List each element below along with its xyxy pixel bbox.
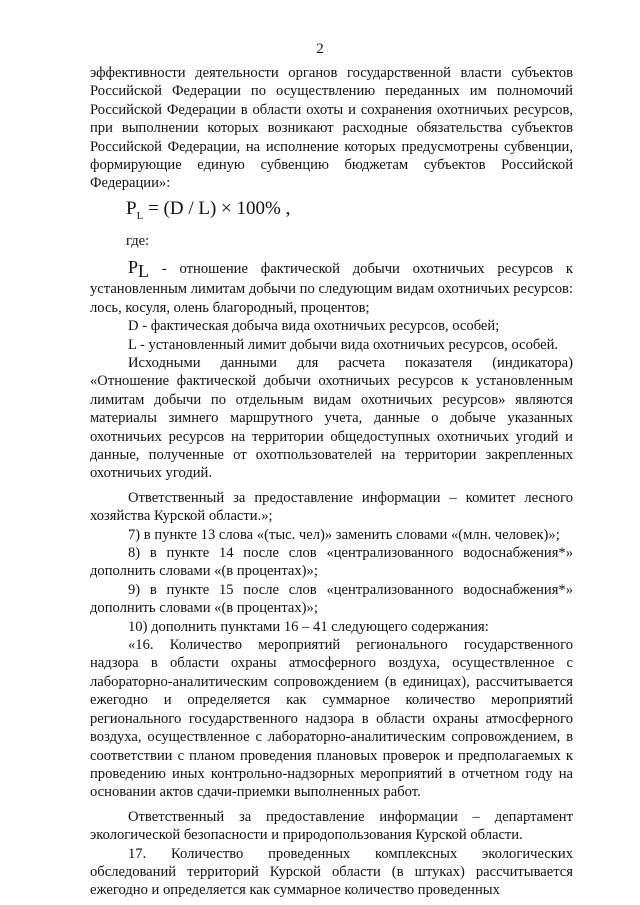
item-9: 9) в пункте 15 после слов «централизованного водоснабжения*» дополнить словами «(в процентах)»;: [90, 581, 573, 617]
paragraph-intro: эффективности деятельности органов государственной власти субъектов Российской Федерации по осуществлению переданных им полномочий Российской Федерации в области охоты и сохранения охотничьих ресурсов, при выполнении которых возникают расходные обязательства субъектов Российской Федерации, на исполнение которых предусмотрены субвенции, формирующие единую субвенцию бюджетам субъектов Российской Федерации»:: [90, 65, 573, 192]
formula-p-subscript: L: [136, 209, 144, 222]
paragraph-responsible-forestry: Ответственный за предоставление информации – комитет лесного хозяйства Курской области.»;: [90, 489, 573, 525]
item-16: «16. Количество мероприятий регионального государственного надзора в области охраны атмосферного воздуха, осуществленное с лабораторно-аналитическим сопровождением (в единицах), рассчитывается ежегодно и определяется как суммарное количество мероприятий регионального государственного надзора в области охраны атмосферного воздуха, осуществленное с лабораторно-аналитическим сопровождением, в соответствии с планом проведения плановых проверок и предполагаемых к проведению иных контрольно-надзорных мероприятий в отчетном году на основании актов сдачи-приемки выполненных работ.: [90, 637, 573, 801]
formula-expression: = (D / L) × 100% ,: [143, 197, 291, 219]
definition-d: D - фактическая добыча вида охотничьих ресурсов, особей;: [128, 318, 500, 335]
paragraph-sources: Исходными данными для расчета показателя (индикатора) «Отношение фактической добычи охотничьих ресурсов к установленным лимитам добычи по отдельным видам охотничьих ресурсов» являются материалы зимнего маршрутного учета, данные о добыче указанных охотничьих ресурсов на территории общедоступных охотничьих угодий и данные, полученные от охотпользователей на территории закрепленных охотничьих угодий.: [90, 354, 573, 482]
definition-pl: [90, 258, 573, 317]
item-10: 10) дополнить пунктами 16 – 41 следующего содержания:: [128, 618, 489, 635]
definition-l: L - установленный лимит добычи вида охотничьих ресурсов, особей.: [128, 336, 559, 353]
definition-pl-letter: P: [128, 257, 139, 278]
document-body: [90, 64, 573, 900]
definition-pl-subscript: L: [138, 260, 150, 281]
where-label: где:: [126, 232, 150, 249]
paragraph-responsible-ecology: Ответственный за предоставление информации – департамент экологической безопасности и природопользования Курской области.: [90, 808, 573, 844]
page-number: 2: [316, 41, 324, 57]
item-17: 17. Количество проведенных комплексных экологических обследований территорий Курской области (в штуках) рассчитывается ежегодно и определяется как суммарное количество проведенных: [90, 845, 573, 899]
item-8: 8) в пункте 14 после слов «централизованного водоснабжения*» дополнить словами «(в процентах)»;: [90, 545, 573, 580]
formula-p: P: [126, 197, 137, 219]
item-7: 7) в пункте 13 слова «(тыс. чел)» заменить словами «(млн. человек)»;: [128, 526, 560, 543]
definition-pl-text: - отношение фактической добычи охотничьих ресурсов к установленным лимитам добычи по следующим видам охотничьих ресурсов: лось, косуля, олень благородный, процентов;: [90, 261, 573, 316]
formula: [126, 195, 573, 230]
